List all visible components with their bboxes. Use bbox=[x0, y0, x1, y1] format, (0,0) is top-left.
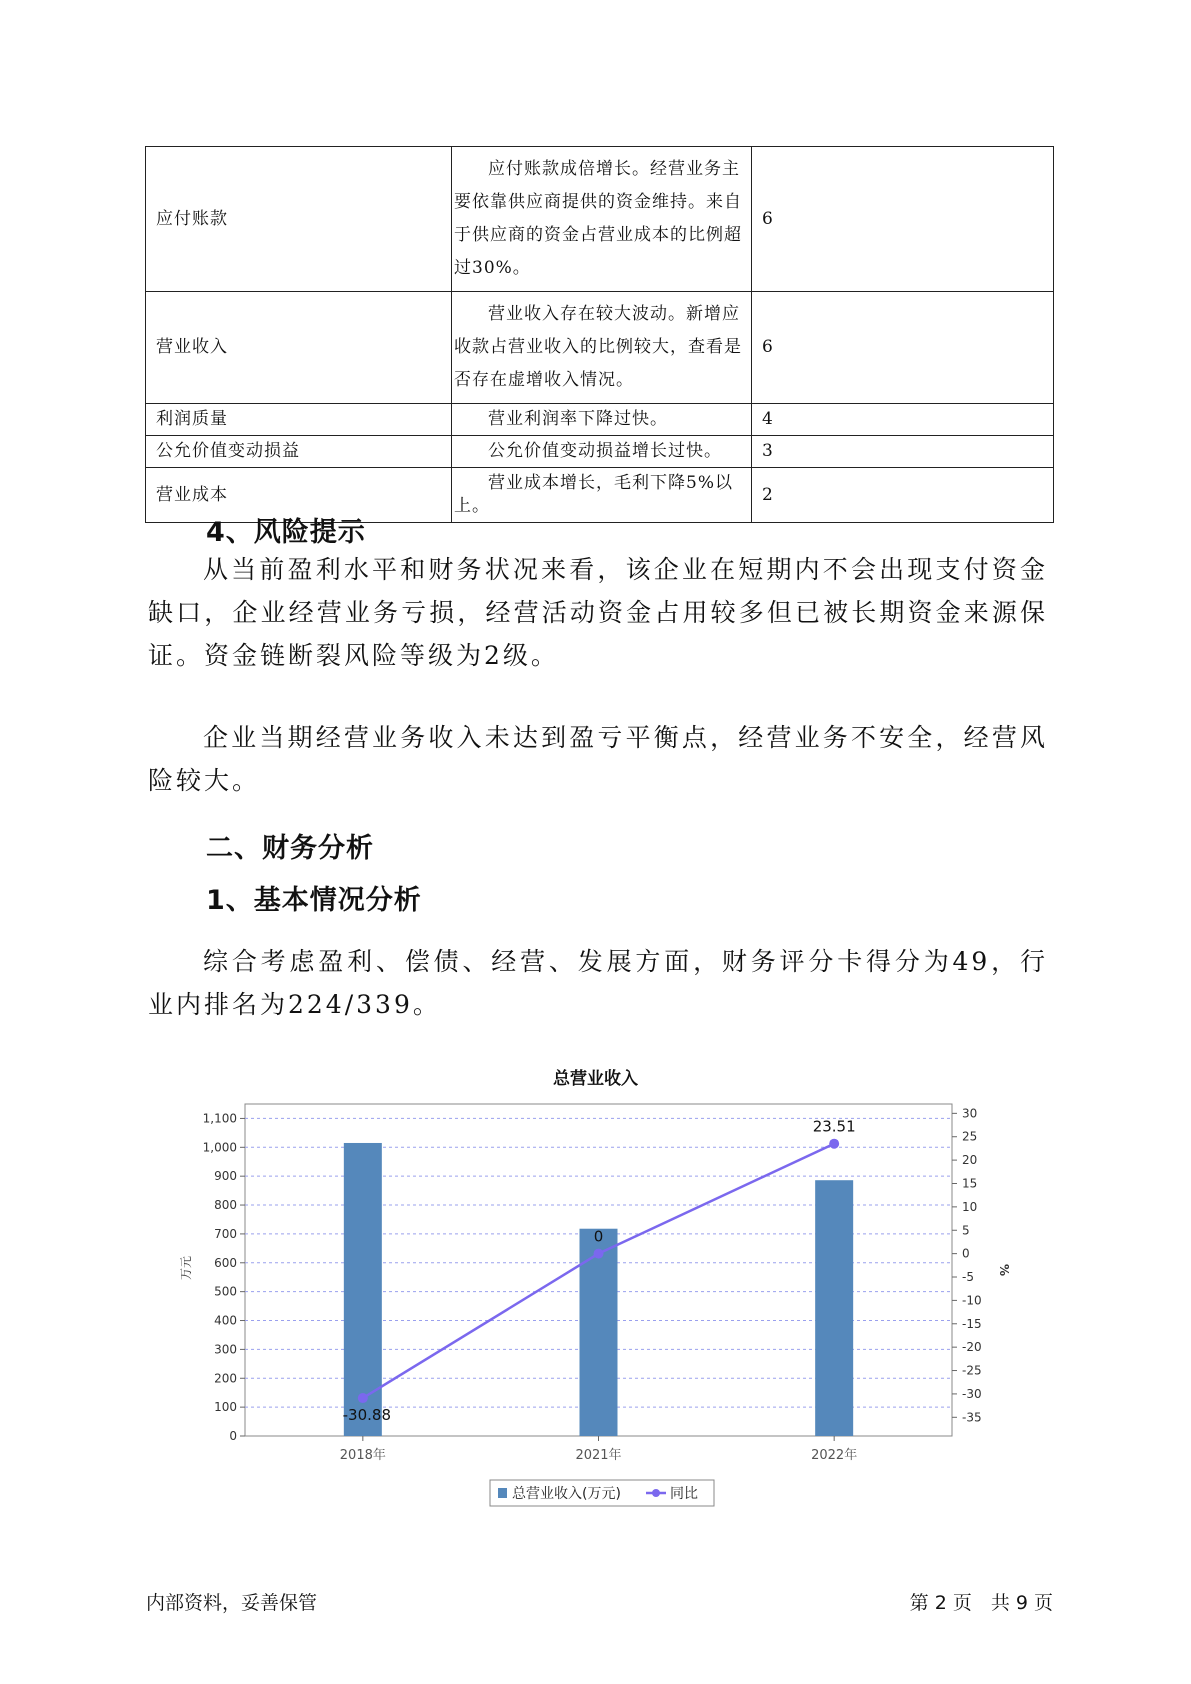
risk-description: 应付账款成倍增长。经营业务主要依靠供应商提供的资金维持。来自于供应商的资金占营业成本的比例超过30%。 bbox=[452, 147, 752, 292]
risk-description: 营业收入存在较大波动。新增应收款占营业收入的比例较大，查看是否存在虚增收入情况。 bbox=[452, 292, 752, 404]
data-label: 0 bbox=[593, 1227, 604, 1246]
finance-paragraph: 综合考虑盈利、偿债、经营、发展方面，财务评分卡得分为49，行业内排名为224/339。 bbox=[148, 947, 1048, 1019]
x-tick-label: 2018年 bbox=[339, 1448, 386, 1463]
y2-tick-label: 15 bbox=[962, 1176, 978, 1191]
y2-tick-label: -10 bbox=[962, 1293, 982, 1308]
subsection-heading: 1、基本情况分析 bbox=[206, 885, 422, 916]
y-tick-label: 1,000 bbox=[202, 1140, 237, 1155]
y2-tick-label: 10 bbox=[962, 1199, 978, 1214]
y-tick-label: 700 bbox=[214, 1226, 237, 1241]
data-point bbox=[829, 1139, 839, 1149]
y2-tick-label: -20 bbox=[962, 1340, 982, 1355]
data-label: -30.88 bbox=[342, 1406, 392, 1425]
legend-marker bbox=[652, 1489, 660, 1497]
footer-confidential: 内部资料，妥善保管 bbox=[146, 1592, 318, 1614]
y-tick-label: 300 bbox=[214, 1342, 237, 1357]
risk-score: 4 bbox=[752, 404, 1054, 436]
risk-paragraph-2: 企业当期经营业务收入未达到盈亏平衡点，经营业务不安全，经营风险较大。 bbox=[148, 723, 1048, 795]
risk-heading: 4、风险提示 bbox=[206, 517, 366, 548]
y2-tick-label: -30 bbox=[962, 1386, 982, 1401]
risk-category: 利润质量 bbox=[146, 404, 452, 436]
x-tick-label: 2022年 bbox=[811, 1448, 858, 1463]
risk-category: 营业成本 bbox=[146, 468, 452, 523]
risk-category: 应付账款 bbox=[146, 147, 452, 292]
x-tick-label: 2021年 bbox=[575, 1448, 622, 1463]
legend-swatch-bar bbox=[498, 1488, 507, 1498]
y-tick-label: 400 bbox=[214, 1313, 237, 1328]
y2-tick-label: 0 bbox=[962, 1246, 970, 1261]
y2-axis-title: % bbox=[997, 1263, 1011, 1277]
data-label: 23.51 bbox=[812, 1117, 856, 1136]
y-tick-label: 800 bbox=[214, 1198, 237, 1213]
y-tick-label: 500 bbox=[214, 1284, 237, 1299]
page-number: 第 2 页 共 9 页 bbox=[909, 1592, 1053, 1614]
data-point bbox=[594, 1249, 604, 1259]
bar bbox=[580, 1229, 618, 1436]
risk-description: 营业成本增长，毛利下降5%以上。 bbox=[452, 468, 752, 523]
risk-score: 2 bbox=[752, 468, 1054, 523]
y2-tick-label: 30 bbox=[962, 1106, 978, 1121]
risk-category: 营业收入 bbox=[146, 292, 452, 404]
y2-tick-label: -25 bbox=[962, 1363, 982, 1378]
y2-tick-label: 25 bbox=[962, 1129, 978, 1144]
bar bbox=[344, 1143, 382, 1436]
legend bbox=[490, 1480, 714, 1506]
risk-score: 6 bbox=[752, 292, 1054, 404]
y2-tick-label: -5 bbox=[962, 1270, 974, 1285]
legend-label-bar: 总营业收入(万元) bbox=[512, 1486, 621, 1502]
y2-tick-label: 20 bbox=[962, 1153, 978, 1168]
y-axis-title: 万元 bbox=[179, 1255, 193, 1281]
risk-score: 6 bbox=[752, 147, 1054, 292]
section-heading: 二、财务分析 bbox=[206, 833, 374, 864]
risk-paragraph-1: 从当前盈利水平和财务状况来看，该企业在短期内不会出现支付资金缺口，企业经营业务亏损，经营活动资金占用较多但已被长期资金来源保证。资金链断裂风险等级为2级。 bbox=[148, 555, 1048, 670]
y-tick-label: 1,100 bbox=[202, 1111, 237, 1126]
risk-description: 营业利润率下降过快。 bbox=[452, 404, 752, 436]
bar bbox=[815, 1180, 853, 1436]
y2-tick-label: -15 bbox=[962, 1316, 982, 1331]
y-tick-label: 200 bbox=[214, 1371, 237, 1386]
risk-category: 公允价值变动损益 bbox=[146, 436, 452, 468]
y-tick-label: 100 bbox=[214, 1400, 237, 1415]
y2-tick-label: -35 bbox=[962, 1410, 982, 1425]
y2-tick-label: 5 bbox=[962, 1223, 970, 1238]
y-tick-label: 0 bbox=[229, 1429, 237, 1443]
chart-title: 总营业收入 bbox=[553, 1069, 638, 1089]
y-tick-label: 900 bbox=[214, 1169, 237, 1184]
y-tick-label: 600 bbox=[214, 1255, 237, 1270]
risk-score: 3 bbox=[752, 436, 1054, 468]
data-point bbox=[358, 1393, 368, 1403]
legend-label-line: 同比 bbox=[670, 1486, 698, 1502]
risk-description: 公允价值变动损益增长过快。 bbox=[452, 436, 752, 468]
